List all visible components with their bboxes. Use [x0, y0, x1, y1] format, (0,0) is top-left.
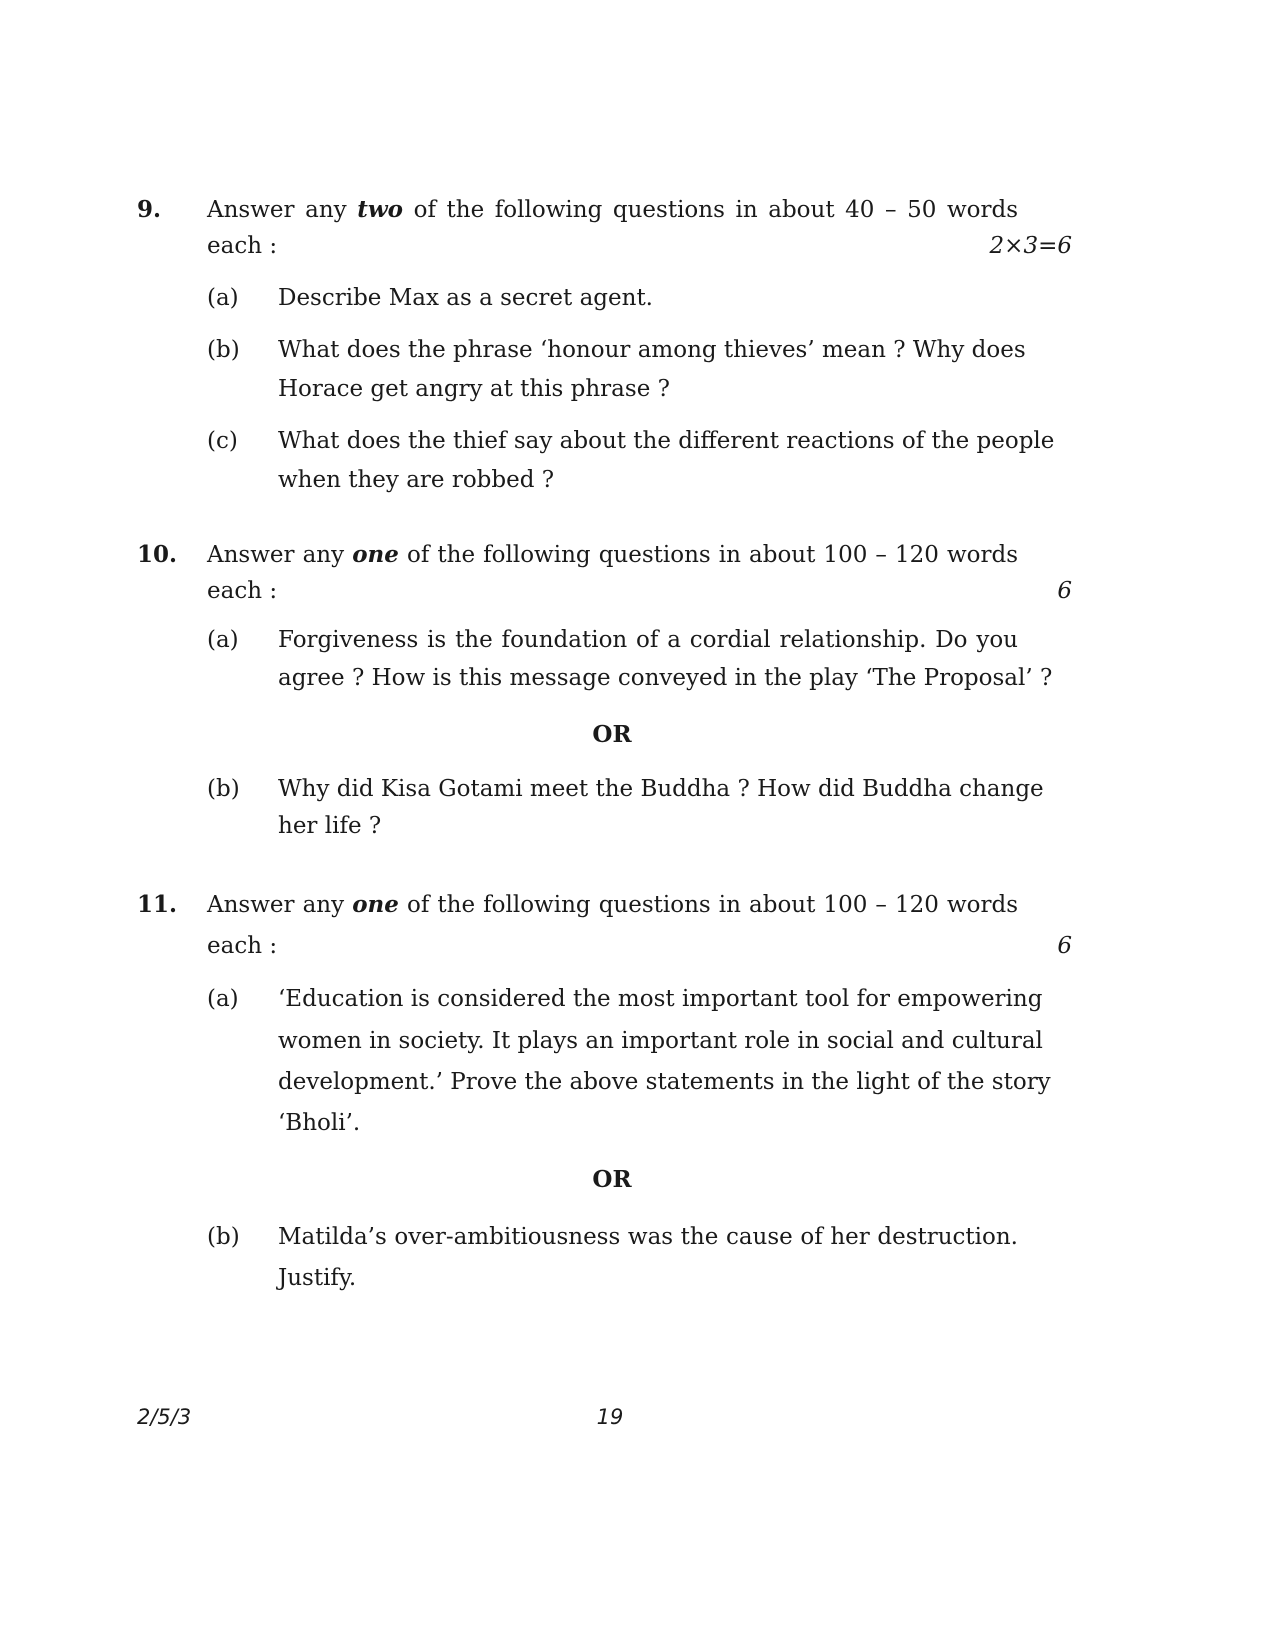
instruction-text: of the following questions in about 40 – 50 words: [413, 197, 1019, 223]
q9-option-a-text: Describe Max as a secret agent.: [278, 285, 653, 311]
question-9-number: 9.: [137, 196, 162, 223]
q11-option-a-line-1: ‘Education is considered the most important tool for empowering: [278, 986, 1043, 1012]
question-10-number: 10.: [137, 541, 178, 568]
q10-option-a-line-1: Forgiveness is the foundation of a cordial relationship. Do you: [278, 627, 1018, 653]
q11-or-divider: OR: [592, 1166, 632, 1193]
footer-paper-code: 2/5/3: [137, 1405, 192, 1429]
question-11-number: 11.: [137, 891, 178, 918]
instruction-emphasis: two: [357, 196, 403, 223]
instruction-text: Answer any: [207, 892, 345, 918]
question-9-each: each :: [207, 233, 278, 259]
q9-option-b-line-2: Horace get angry at this phrase ?: [278, 376, 670, 402]
q11-option-b-line-1: Matilda’s over-ambitiousness was the cause of her destruction.: [278, 1224, 1018, 1250]
q10-or-divider: OR: [592, 721, 632, 748]
q10-option-b-line-2: her life ?: [278, 813, 382, 839]
instruction-emphasis: one: [352, 891, 399, 918]
instruction-text: of the following questions in about 100 – 120 words: [406, 892, 1018, 918]
instruction-text: Answer any: [207, 197, 347, 223]
q11-option-a-line-3: development.’ Prove the above statements in the light of the story: [278, 1069, 1051, 1095]
question-9-marks: 2×3=6: [989, 233, 1072, 259]
q9-option-c-label: (c): [207, 428, 238, 454]
q11-option-b-line-2: Justify.: [278, 1265, 357, 1291]
q10-option-a-label: (a): [207, 627, 239, 653]
q10-option-b-label: (b): [207, 776, 240, 802]
q9-option-c-line-1: What does the thief say about the different reactions of the people: [278, 428, 1055, 454]
q11-option-a-line-4: ‘Bholi’.: [278, 1110, 361, 1136]
q9-option-b-line-1: What does the phrase ‘honour among thieves’ mean ? Why does: [278, 337, 1026, 363]
q10-option-a-line-2: agree ? How is this message conveyed in the play ‘The Proposal’ ?: [278, 665, 1053, 691]
q9-option-a-label: (a): [207, 285, 239, 311]
question-10-instruction: [207, 541, 1018, 568]
question-11-marks: 6: [1057, 933, 1072, 959]
question-9-instruction: [207, 196, 1018, 223]
instruction-emphasis: one: [352, 541, 399, 568]
question-11-each: each :: [207, 933, 278, 959]
question-11-instruction: [207, 891, 1018, 918]
instruction-text: of the following questions in about 100 – 120 words: [406, 542, 1018, 568]
q9-option-c-line-2: when they are robbed ?: [278, 467, 555, 493]
q11-option-a-label: (a): [207, 986, 239, 1012]
question-10-marks: 6: [1057, 578, 1072, 604]
footer-page-number: 19: [596, 1405, 624, 1429]
q11-option-a-line-2: women in society. It plays an important role in social and cultural: [278, 1028, 1043, 1054]
q11-option-b-label: (b): [207, 1224, 240, 1250]
instruction-text: Answer any: [207, 542, 345, 568]
q9-option-b-label: (b): [207, 337, 240, 363]
question-10-each: each :: [207, 578, 278, 604]
q10-option-b-line-1: Why did Kisa Gotami meet the Buddha ? How did Buddha change: [278, 776, 1044, 802]
